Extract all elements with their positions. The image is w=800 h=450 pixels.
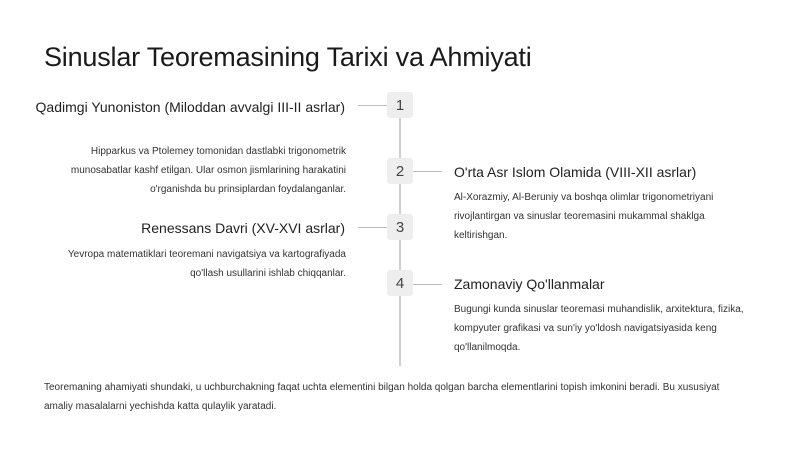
timeline-event-1-description: Hipparkus va Ptolemey tomonidan dastlabki trigonometrik munosabatlar kashf etilgan. Ular osmon jismlarining harakatini o'rganishda bu prinsiplardan foydalanganlar. [70, 146, 346, 195]
timeline-event-1-title: Qadimgi Yunoniston (Miloddan avvalgi III-II asrlar) [35, 99, 345, 115]
page-title: Sinuslar Teoremasining Tarixi va Ahmiyati [44, 42, 532, 72]
timeline-marker-4: 4 [387, 270, 413, 296]
timeline-marker-3: 3 [387, 214, 413, 240]
timeline-connector-3 [358, 227, 387, 228]
timeline-event-3-description: Yevropa matematiklari teoremani navigatsiya va kartografiyada qo'llash usullarini ishlab chiqqanlar. [67, 249, 346, 279]
timeline-connector-1 [358, 105, 387, 106]
timeline-event-4-description: Bugungi kunda sinuslar teoremasi muhandislik, arxitektura, fizika, kompyuter grafikasi va sun'iy yo'ldosh navigatsiyasida keng qo'llanilmoqda. [454, 304, 744, 353]
timeline-marker-2: 2 [387, 158, 413, 184]
timeline-event-2-description: Al-Xorazmiy, Al-Beruniy va boshqa olimlar trigonometriyani rivojlantirgan va sinuslar teoremasini mukammal shaklga keltirishgan. [454, 192, 714, 241]
timeline-event-3-title: Renessans Davri (XV-XVI asrlar) [141, 220, 345, 236]
timeline-marker-1: 1 [387, 92, 413, 118]
summary-paragraph: Teoremaning ahamiyati shundaki, u uchburchakning faqat uchta elementini bilgan holda qolgan barcha elementlarini topish imkonini beradi. Bu xususiyat amaliy masalalarni yechishda katta qulaylik yaratadi. [44, 382, 720, 412]
timeline-event-4-title: Zamonaviy Qo'llanmalar [454, 276, 605, 292]
timeline-event-2-title: O'rta Asr Islom Olamida (VIII-XII asrlar) [454, 164, 697, 180]
timeline-connector-4 [413, 284, 442, 285]
timeline-connector-2 [413, 171, 442, 172]
